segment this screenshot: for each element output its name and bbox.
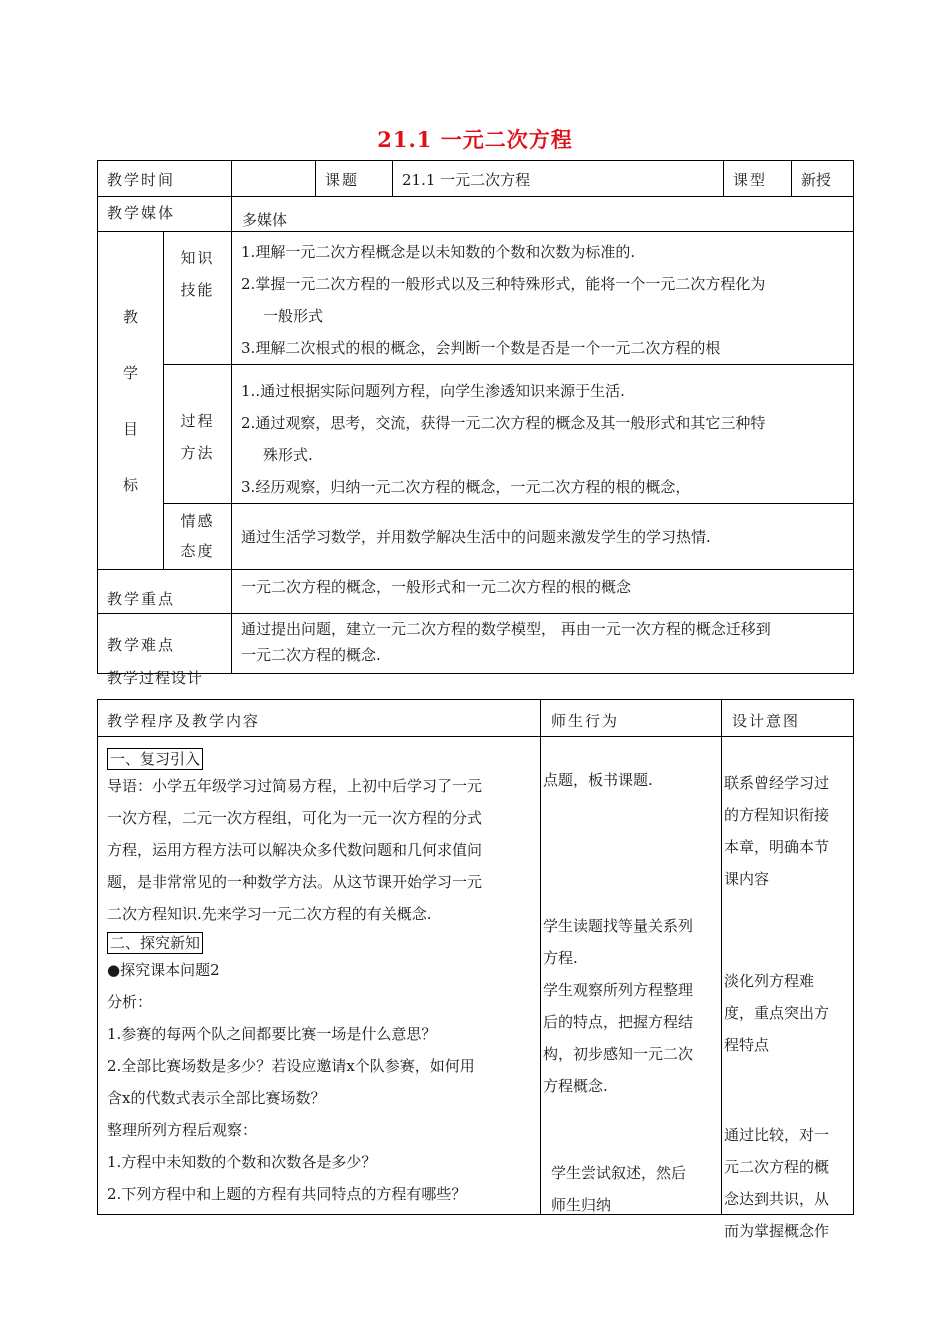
intro-line: 二次方程知识.先来学习一元二次方程的有关概念. [107,905,432,923]
teaching-time-label: 教学时间 [98,161,232,197]
explore-line: 2.全部比赛场数是多少？若设应邀请x个队参赛，如何用 [107,1057,475,1075]
goal-item: 2.通过观察，思考，交流，获得一元二次方程的概念及其一般形式和其它三种特 [241,414,766,432]
intro-line: 方程，运用方程方法可以解决众多代数问题和几何求值问 [107,841,483,859]
teaching-focus-label: 教学重点 [98,570,232,614]
goal-item: 殊形式. [263,446,313,464]
action-line: 学生读题找等量关系列 [543,917,694,935]
teaching-difficulty-content [232,614,854,674]
intent-line: 通过比较，对一 [724,1126,830,1144]
lesson-type-label: 课型 [724,161,792,197]
intent-line: 元二次方程的概 [724,1158,830,1176]
knowledge-skills-label [164,232,232,365]
content-cell [98,737,541,1215]
explore-line: 含x的代数式表示全部比赛场数？ [107,1089,326,1107]
process-design-table [97,699,854,1240]
lesson-info-table [97,160,854,674]
goal-label-char: 学 [122,363,138,382]
intent-1 [724,767,829,895]
label-line: 态度 [180,542,215,560]
section-explore-title: 二、探究新知 [107,932,203,954]
action-line: 后的特点，把握方程结 [543,1013,694,1031]
action-line: 学生尝试叙述，然后 [551,1164,687,1182]
explore-line: 1.方程中未知数的个数和次数各是多少？ [107,1153,377,1171]
label-line: 情感 [180,512,215,530]
goal-item: 1..通过根据实际问题列方程，向学生渗透知识来源于生活. [241,382,625,400]
action-line: 方程概念. [543,1077,608,1095]
action-line: 师生归纳 [551,1196,612,1214]
goal-item: 3.经历观察，归纳一元二次方程的概念，一元二次方程的根的概念， [241,478,691,496]
teaching-focus-content: 一元二次方程的概念，一般形式和一元二次方程的根的概念 [232,570,854,614]
intro-line: 导语：小学五年级学习过简易方程，上初中后学习了一元 [107,777,483,795]
intent-line: 淡化列方程难 [724,972,815,990]
intent-line: 念达到共识，从 [724,1190,830,1208]
explore-line: ●探究课本问题2 [107,961,220,979]
intro-line: 一次方程，二元一次方程组，可化为一元一次方程的分式 [107,809,483,827]
document-title: 21.1 一元二次方程 [377,127,573,152]
teaching-difficulty-label: 教学难点 [98,614,232,674]
intent-line: 而为掌握概念作 [724,1222,830,1240]
emotion-attitude-label [164,504,232,570]
explore-line: 1.参赛的每两个队之间都要比赛一场是什么意思？ [107,1025,437,1043]
action-1: 点题，板书课题. [543,771,653,789]
intent-line: 的方程知识衔接 [724,806,830,824]
actions-cell [541,737,722,1215]
intro-line: 题，是非常常见的一种数学方法。从这节课开始学习一元 [107,873,483,891]
explore-line: 2.下列方程中和上题的方程有共同特点的方程有哪些？ [107,1185,467,1203]
explore-line: 整理所列方程后观察： [107,1121,258,1139]
topic-value: 21.1 一元二次方程 [393,161,724,197]
knowledge-skills-content [232,232,854,365]
process-design-title: 教学过程设计 [107,669,204,687]
action-line: 构，初步感知一元二次 [543,1045,694,1063]
section-review-title: 一、复习引入 [107,748,203,770]
intent-2 [724,965,829,1061]
goal-item: 1.理解一元二次方程概念是以未知数的个数和次数为标准的. [241,243,636,261]
media-label: 教学媒体 [98,197,232,232]
action-3 [551,1157,686,1221]
explore-line: 分析： [107,993,153,1011]
action-2 [543,910,693,1102]
intent-line: 本章，明确本节 [724,838,830,856]
difficulty-line: 一元二次方程的概念. [241,646,381,664]
teaching-time-value [232,161,316,197]
label-line: 过程 [180,412,215,430]
header-actions: 师生行为 [541,700,722,737]
action-line: 学生观察所列方程整理 [543,981,694,999]
media-value: 多媒体 [232,197,854,232]
intent-line: 课内容 [724,870,770,888]
process-methods-content [232,365,854,504]
topic-label: 课题 [316,161,393,197]
intent-3 [724,1119,829,1247]
lesson-type-value: 新授 [792,161,854,197]
teaching-goals-label [98,232,164,570]
action-line: 方程. [543,949,578,967]
intent-line: 联系曾经学习过 [724,774,830,792]
header-content: 教学程序及教学内容 [98,700,541,737]
goal-item: 3.理解二次根式的根的概念，会判断一个数是否是一个一元二次方程的根 [241,339,721,357]
emotion-attitude-content: 通过生活学习数学，并用数学解决生活中的问题来激发学生的学习热情. [232,504,854,570]
goal-item: 2.掌握一元二次方程的一般形式以及三种特殊形式，能将一个一元二次方程化为 [241,275,766,293]
difficulty-line: 通过提出问题，建立一元二次方程的数学模型， 再由一元一次方程的概念迁移到 [241,620,771,638]
goal-item: 一般形式 [263,307,324,325]
goal-label-char: 标 [122,475,138,494]
process-methods-label [164,365,232,504]
intent-cell [722,737,854,1240]
intent-line: 程特点 [724,1036,770,1054]
intent-line: 度，重点突出方 [724,1004,830,1022]
goal-label-char: 教 [122,307,138,326]
label-line: 方法 [180,444,215,462]
label-line: 知识 [180,249,215,267]
goal-label-char: 目 [122,419,138,438]
label-line: 技能 [180,281,215,299]
header-intent: 设计意图 [722,700,854,737]
